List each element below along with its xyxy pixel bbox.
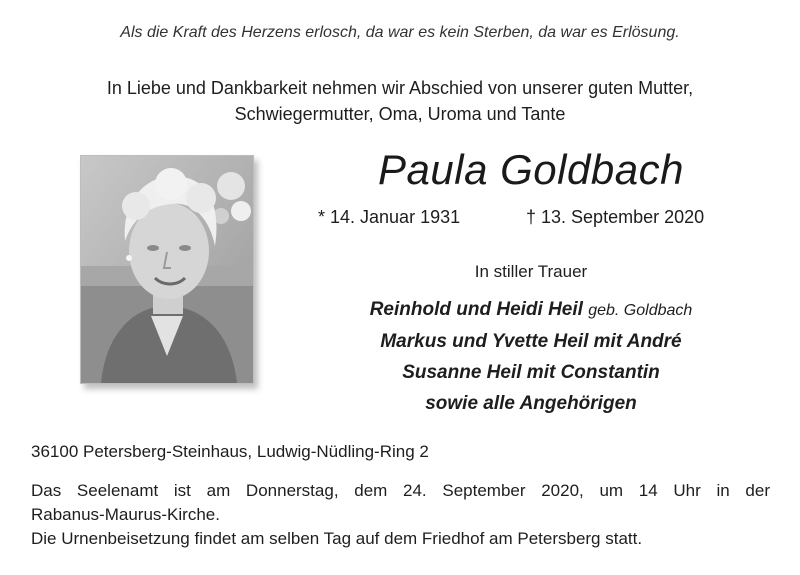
family-line-1-maiden: geb. Goldbach [588, 302, 693, 319]
intro-text [0, 75, 800, 127]
portrait-image [81, 156, 253, 383]
ceremony-line-3: Die Urnenbeisetzung findet am selben Tag auf dem Friedhof am Petersberg statt. [31, 529, 643, 548]
ceremony-line-2: Rabanus-Maurus-Kirche. [31, 505, 220, 524]
intro-line-2: Schwiegermutter, Oma, Uroma und Tante [234, 104, 566, 124]
family-line-3: Susanne Heil mit Constantin [402, 362, 660, 383]
family-line-1 [262, 294, 800, 326]
portrait-photo [80, 155, 254, 384]
family-line-4: sowie alle Angehörigen [425, 393, 637, 414]
death-date: † 13. September 2020 [526, 207, 705, 227]
family-list [262, 294, 800, 419]
deceased-name: Paula Goldbach [378, 146, 684, 193]
motto-quote: Als die Kraft des Herzens erlosch, da war es kein Sterben, da war es Erlösung. [120, 24, 680, 41]
intro-line-1: In Liebe und Dankbarkeit nehmen wir Abschied von unserer guten Mutter, [106, 78, 694, 98]
birth-date: * 14. Januar 1931 [318, 207, 461, 227]
family-line-2: Markus und Yvette Heil mit André [380, 331, 682, 352]
address: 36100 Petersberg-Steinhaus, Ludwig-Nüdling-Ring 2 [31, 442, 429, 461]
mourning-heading: In stiller Trauer [474, 262, 588, 281]
family-line-1-names: Reinhold und Heidi Heil [369, 299, 583, 320]
ceremony-line-1: Das Seelenamt ist am Donnerstag, dem 24. September 2020, um 14 Uhr in der [31, 481, 770, 500]
ceremony-info [31, 479, 770, 551]
